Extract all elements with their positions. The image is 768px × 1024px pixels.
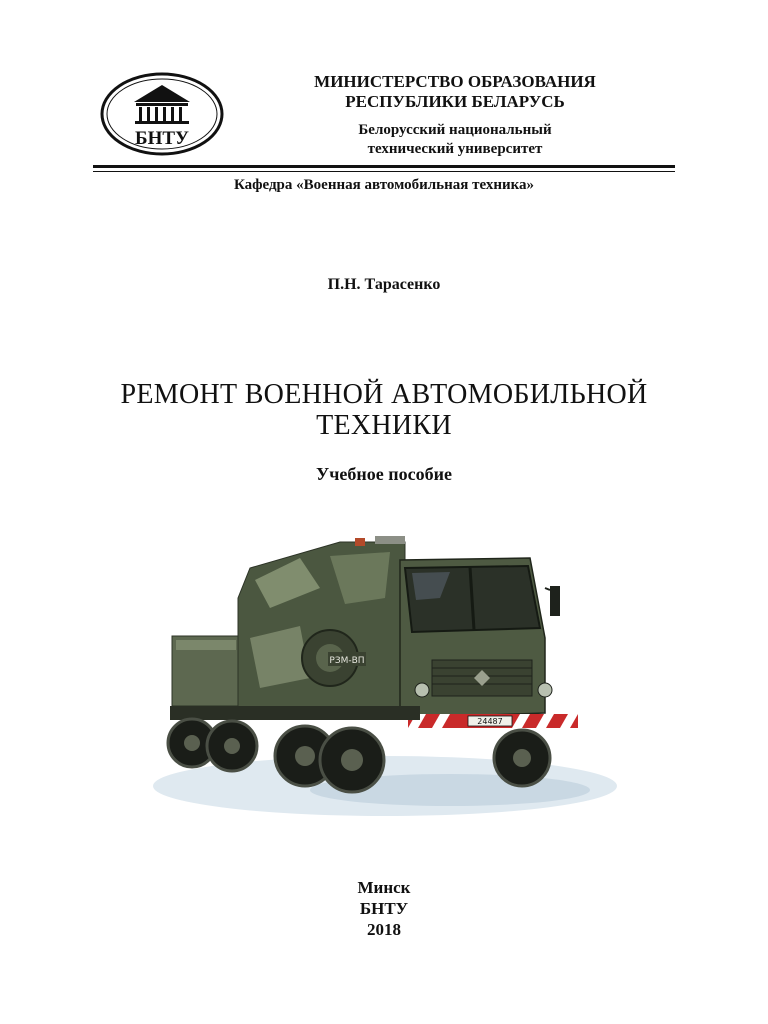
title-line-1: РЕМОНТ ВОЕННОЙ АВТОМОБИЛЬНОЙ bbox=[120, 379, 648, 410]
cover-truck-illustration bbox=[150, 528, 620, 828]
ministry-name bbox=[280, 72, 630, 112]
imprint bbox=[284, 877, 484, 940]
side-marking: РЗМ-ВП bbox=[329, 656, 365, 666]
ministry-line-1: МИНИСТЕРСТВО ОБРАЗОВАНИЯ bbox=[314, 72, 596, 91]
imprint-publisher: БНТУ bbox=[359, 899, 409, 918]
university-name bbox=[280, 121, 630, 159]
header-rule-thick bbox=[93, 165, 675, 168]
department-name: Кафедра «Военная автомобильная техника» bbox=[233, 177, 535, 193]
author-name: П.Н. Тарасенко bbox=[327, 276, 441, 293]
license-plate: 24487 bbox=[477, 717, 503, 726]
logo-text: БНТУ bbox=[135, 128, 189, 149]
header-rule-thin bbox=[93, 171, 675, 172]
ministry-line-2: РЕСПУБЛИКИ БЕЛАРУСЬ bbox=[345, 92, 565, 111]
imprint-year: 2018 bbox=[367, 920, 401, 939]
university-line-2: технический университет bbox=[367, 141, 543, 157]
title-line-2: ТЕХНИКИ bbox=[316, 410, 452, 441]
book-subtitle: Учебное пособие bbox=[316, 464, 452, 484]
imprint-city: Минск bbox=[357, 878, 411, 897]
bntu-logo bbox=[100, 72, 224, 156]
book-title bbox=[60, 379, 708, 441]
university-line-1: Белорусский национальный bbox=[358, 122, 552, 138]
